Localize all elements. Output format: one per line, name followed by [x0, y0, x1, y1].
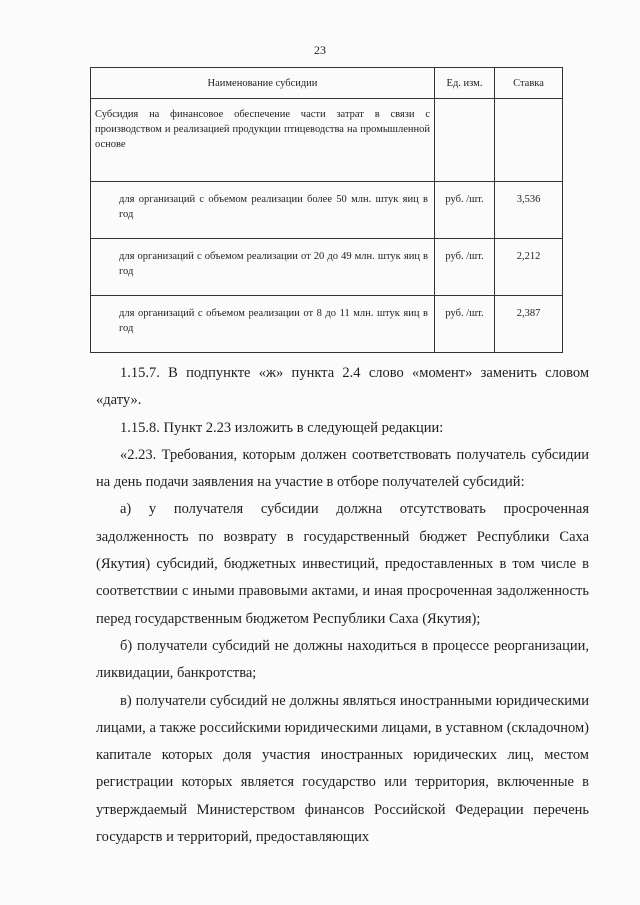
paragraph-item-v: в) получатели субсидий не должны являться иностранными юридическими лицами, а также российскими юридическими лицами, в уставном (складочном) капитале которых доля участия иностранных юридических лиц, местом регистрации которых является государство или территория, включенные в утверждаемый Министерством финансов Российской Федерации перечень государств и территорий, предоставляющих	[96, 692, 589, 846]
row-rate: 2,212	[495, 239, 563, 296]
table-row	[91, 182, 563, 239]
table-header-row	[91, 68, 563, 99]
row-unit: руб. /шт.	[435, 239, 495, 296]
paragraph-1-15-7: 1.15.7. В подпункте «ж» пункта 2.4 слово «момент» заменить словом «дату».	[96, 365, 589, 409]
table-row	[91, 296, 563, 353]
header-unit: Ед. изм.	[435, 68, 495, 99]
empty-cell	[435, 99, 495, 182]
paragraph-item-b: б) получатели субсидий не должны находиться в процессе реорганизации, ликвидации, банкротства;	[96, 637, 589, 682]
header-subsidy-name: Наименование субсидии	[91, 68, 435, 99]
row-name: для организаций с объемом реализации от 20 до 49 млн. штук яиц в год	[91, 239, 435, 296]
subsidy-rates-table	[90, 67, 563, 353]
row-name: для организаций с объемом реализации более 50 млн. штук яиц в год	[91, 182, 435, 239]
row-name: для организаций с объемом реализации от 8 до 11 млн. штук яиц в год	[91, 296, 435, 353]
table-row	[91, 239, 563, 296]
row-rate: 2,387	[495, 296, 563, 353]
row-unit: руб. /шт.	[435, 182, 495, 239]
paragraph-item-a: а) у получателя субсидии должна отсутствовать просроченная задолженность по возврату в государственный бюджет Республики Саха (Якутия) субсидий, бюджетных инвестиций, предоставленных в том числе в соответствии с иными правовыми актами, и иная просроченная задолженность перед государственным бюджетом Республики Саха (Якутия);	[96, 501, 589, 627]
table-group-row	[91, 99, 563, 182]
row-rate: 3,536	[495, 182, 563, 239]
empty-cell	[495, 99, 563, 182]
row-unit: руб. /шт.	[435, 296, 495, 353]
header-rate: Ставка	[495, 68, 563, 99]
paragraph-2-23: «2.23. Требования, которым должен соответствовать получатель субсидии на день подачи заявления на участие в отборе получателей субсидий:	[96, 446, 589, 491]
document-body	[96, 360, 589, 851]
paragraph-1-15-8: 1.15.8. Пункт 2.23 изложить в следующей редакции:	[120, 419, 444, 436]
subsidy-group-title: Субсидия на финансовое обеспечение части затрат в связи с производством и реализацией продукции птицеводства на промышленной основе	[91, 99, 435, 182]
page-number: 23	[314, 43, 326, 57]
